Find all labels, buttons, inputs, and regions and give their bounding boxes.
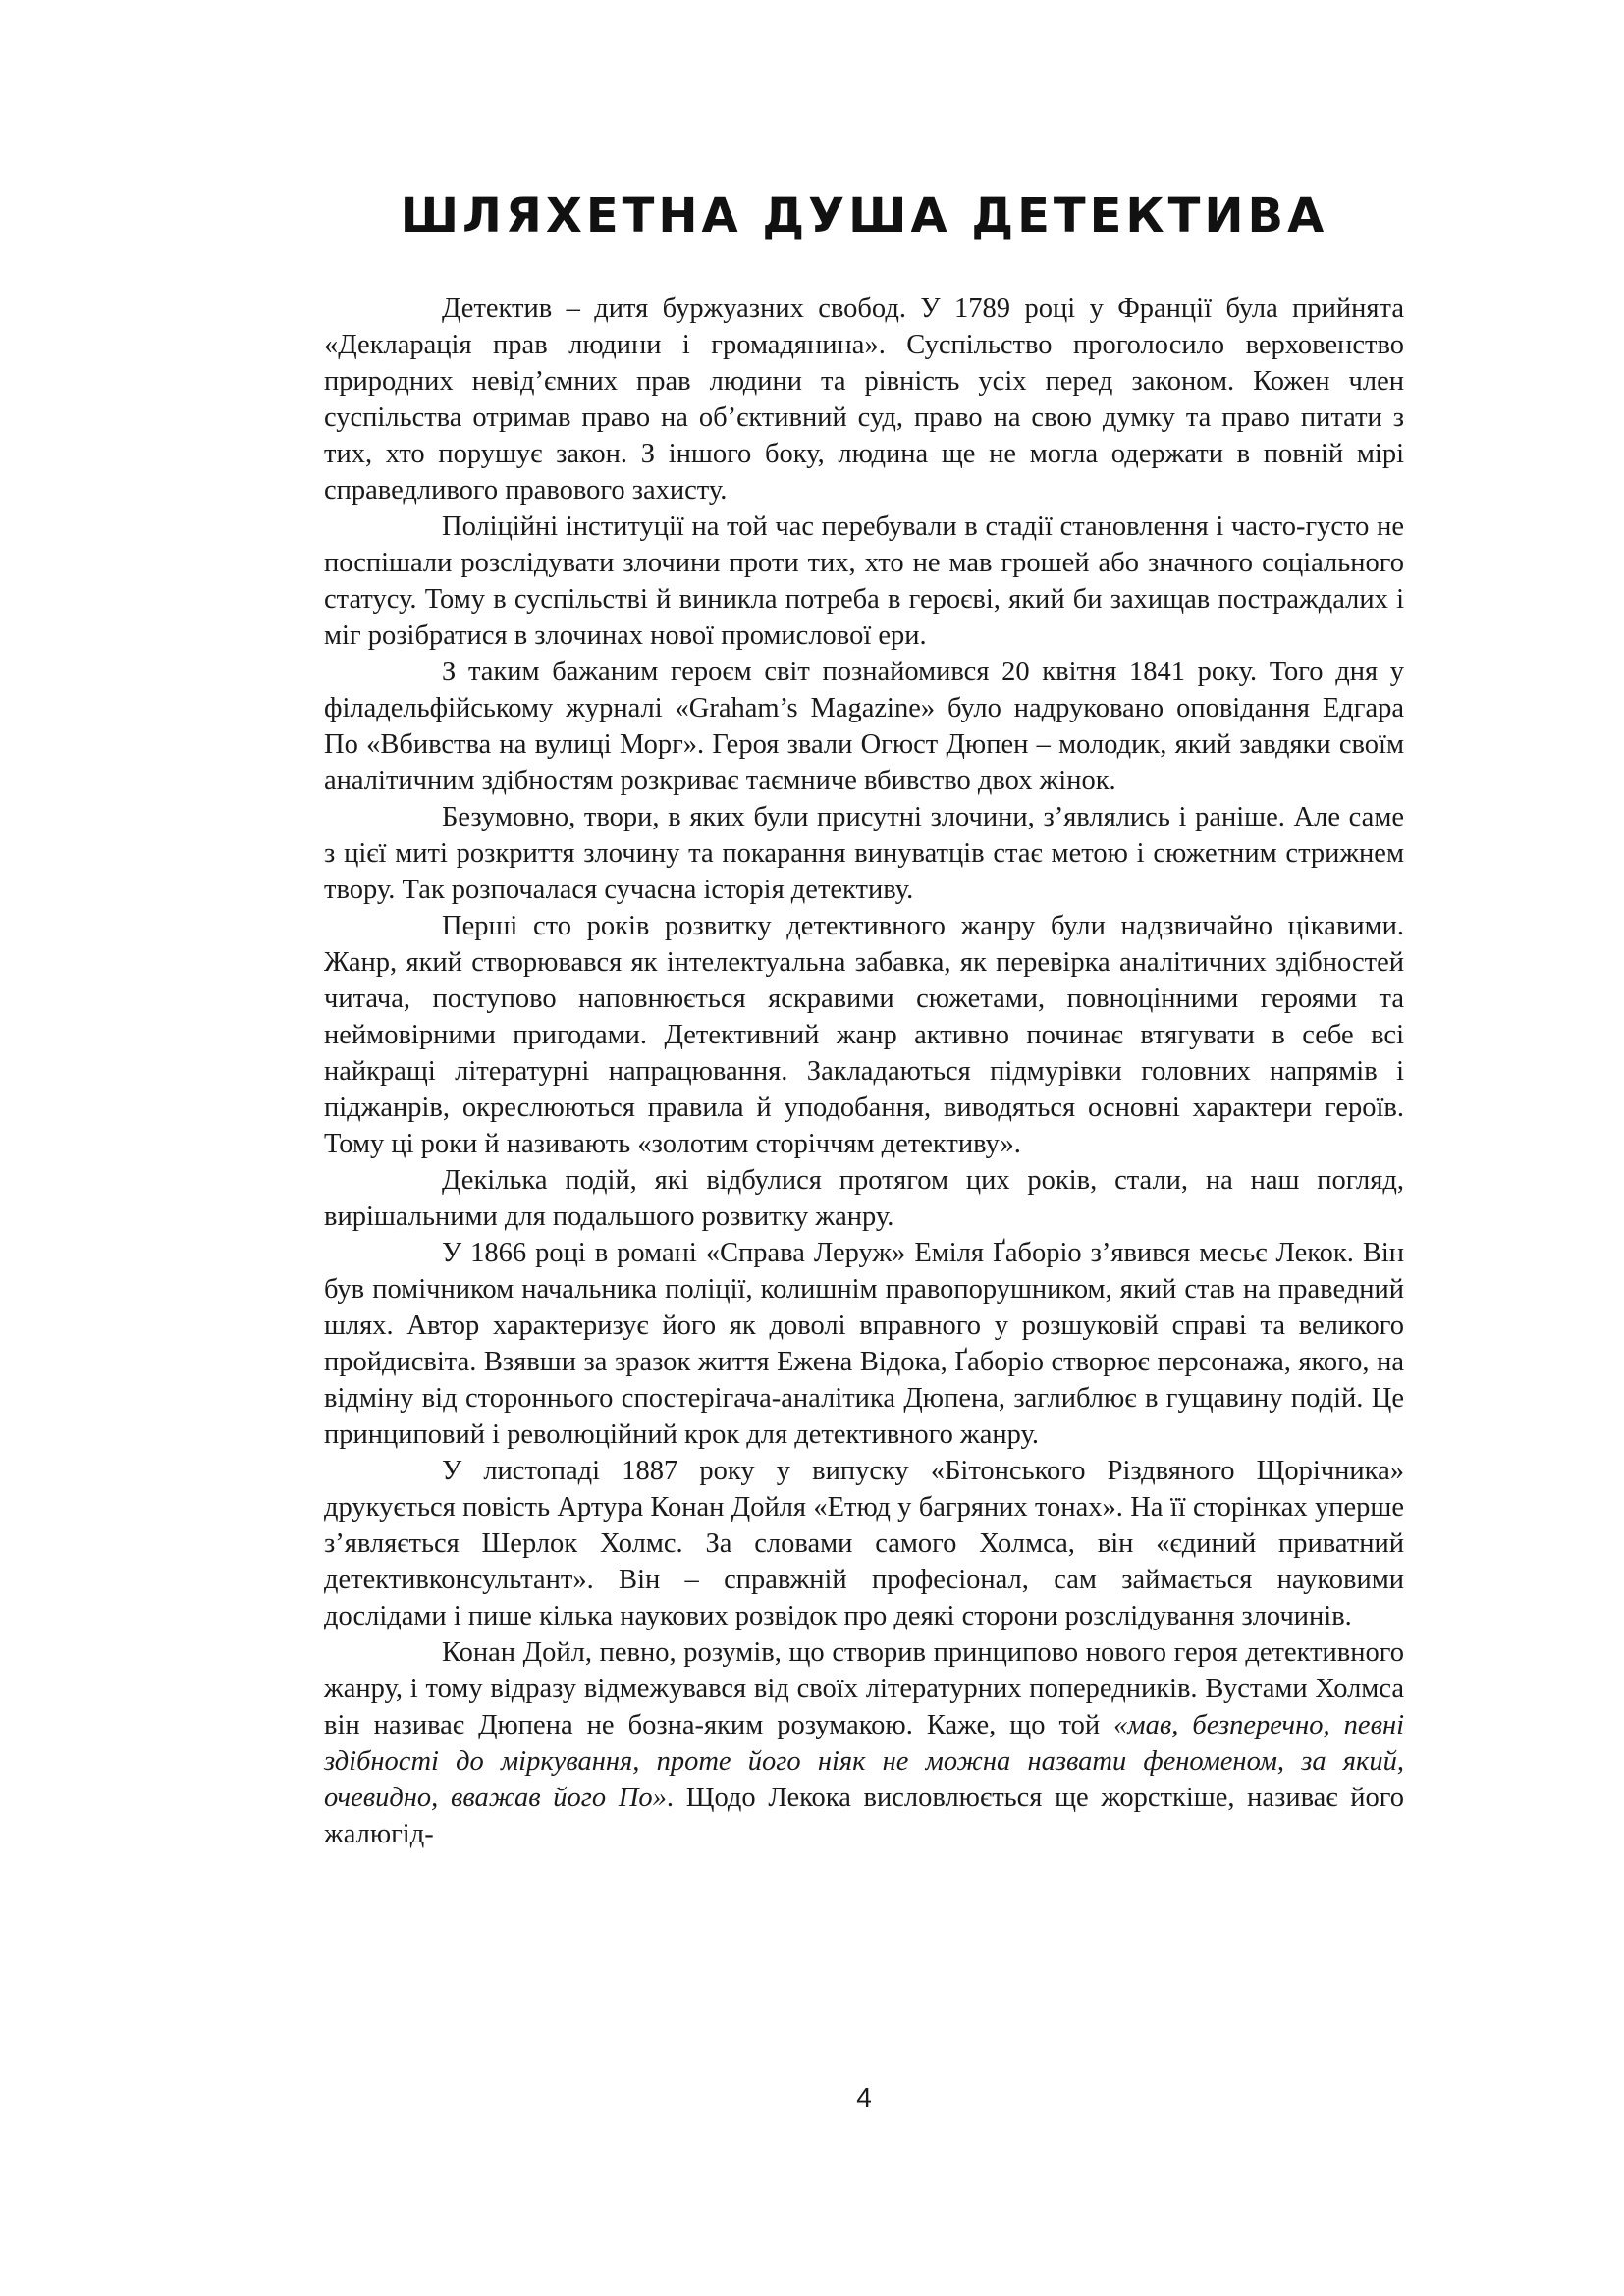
page-title: ШЛЯХЕТНА ДУША ДЕТЕКТИВА xyxy=(400,188,1328,243)
paragraph-7: У 1866 році в романі «Справа Леруж» Еміля Ґаборіо з’явився месьє Лекок. Він був помічником начальника поліції, колишнім правопорушником, який став на праведний шлях. Автор характеризує його як доволі вправного у розшуковій справі та великого пройдисвіта. Взявши за зразок життя Ежена Відока, Ґаборіо створює персонажа, якого, на відміну від стороннього спостерігача-аналітика Дюпена, заглиблює в гущавину подій. Це принциповий і революційний крок для детективного жанру. xyxy=(324,1238,1404,1450)
body-text xyxy=(324,291,1404,1852)
paragraph-9-text-end: . Щодо Лекока висловлюється ще жорсткіше, називає його жалюгід- xyxy=(324,1783,1404,1849)
paragraph-3: З таким бажаним героєм світ познайомився 20 квітня 1841 року. Того дня у філадельфійському журналі «Graham’s Magazine» було надруковано оповідання Едгара По «Вбивства на вулиці Морг». Героя звали Огюст Дюпен – молодик, який завдяки своїм аналітичним здібностям розкриває таємниче вбивство двох жінок. xyxy=(324,657,1404,796)
paragraph-5: Перші сто років розвитку детективного жанру були надзвичайно цікавими. Жанр, який створювався як інтелектуальна забавка, як перевірка аналітичних здібностей читача, поступово наповнюється яскравими сюжетами, повноцінними героями та неймовірними пригодами. Детективний жанр активно починає втягувати в себе всі найкращі літературні напрацювання. Закладаються підмурівки головних напрямів і піджанрів, окреслюються правила й уподобання, виводяться основні характери героїв. Тому ці роки й називають «золотим сторіччям детективу». xyxy=(324,911,1404,1159)
paragraph-8: У листопаді 1887 року у випуску «Бітонського Різдвяного Щорічника» друкується повість Артура Конан Дойля «Етюд у багряних тонах». На її сторінках уперше з’являється Шерлок Холмс. За словами самого Холмса, він «єдиний приватний детективконсультант». Він – справжній професіонал, сам займається науковими дослідами і пише кілька наукових розвідок про деякі сторони розслідування злочинів. xyxy=(324,1456,1404,1631)
paragraph-4: Безумовно, твори, в яких були присутні злочини, з’являлись і раніше. Але саме з цієї миті розкриття злочину та покарання винуватців стає метою і сюжетним стрижнем твору. Так розпочалася сучасна історія детективу. xyxy=(324,802,1404,905)
document-page xyxy=(324,187,1404,2112)
paragraph-6: Декілька подій, які відбулися протягом цих років, стали, на наш погляд, вирішальними для подальшого розвитку жанру. xyxy=(324,1165,1404,1232)
paragraph-9 xyxy=(324,1634,1404,1852)
page-number: 4 xyxy=(856,2082,872,2112)
paragraph-2: Поліційні інституції на той час перебували в стадії становлення і часто-густо не поспішали розслідувати злочини проти тих, хто не мав грошей або значного соціального статусу. Тому в суспільстві й виникла потреба в героєві, який би захищав постраждалих і міг розібратися в злочинах нової промислової ери. xyxy=(324,511,1404,651)
paragraph-1: Детектив – дитя буржуазних свобод. У 1789 році у Франції була прийнята «Декларація прав людини і громадянина». Суспільство проголосило верховенство природних невід’ємних прав людини та рівність усіх перед законом. Кожен член суспільства отримав право на об’єктивний суд, право на свою думку та право питати з тих, хто порушує закон. З іншого боку, людина ще не могла одержати в повній мірі справедливого правового захисту. xyxy=(324,294,1404,506)
paragraph-9-text-start: Конан Дойл, певно, розумів, що створив принципово нового героя детективного жанру, і тому відразу відмежувався від своїх літературних попередників. Вустами Холмса він називає Дюпена не бозна-яким розумакою. Каже, що той xyxy=(324,1637,1404,1740)
paragraph-9-italic-quote: «мав, безперечно, певні здібності до міркування, проте його ніяк не можна назвати феноменом, за який, очевидно, вважав його По» xyxy=(324,1710,1404,1813)
